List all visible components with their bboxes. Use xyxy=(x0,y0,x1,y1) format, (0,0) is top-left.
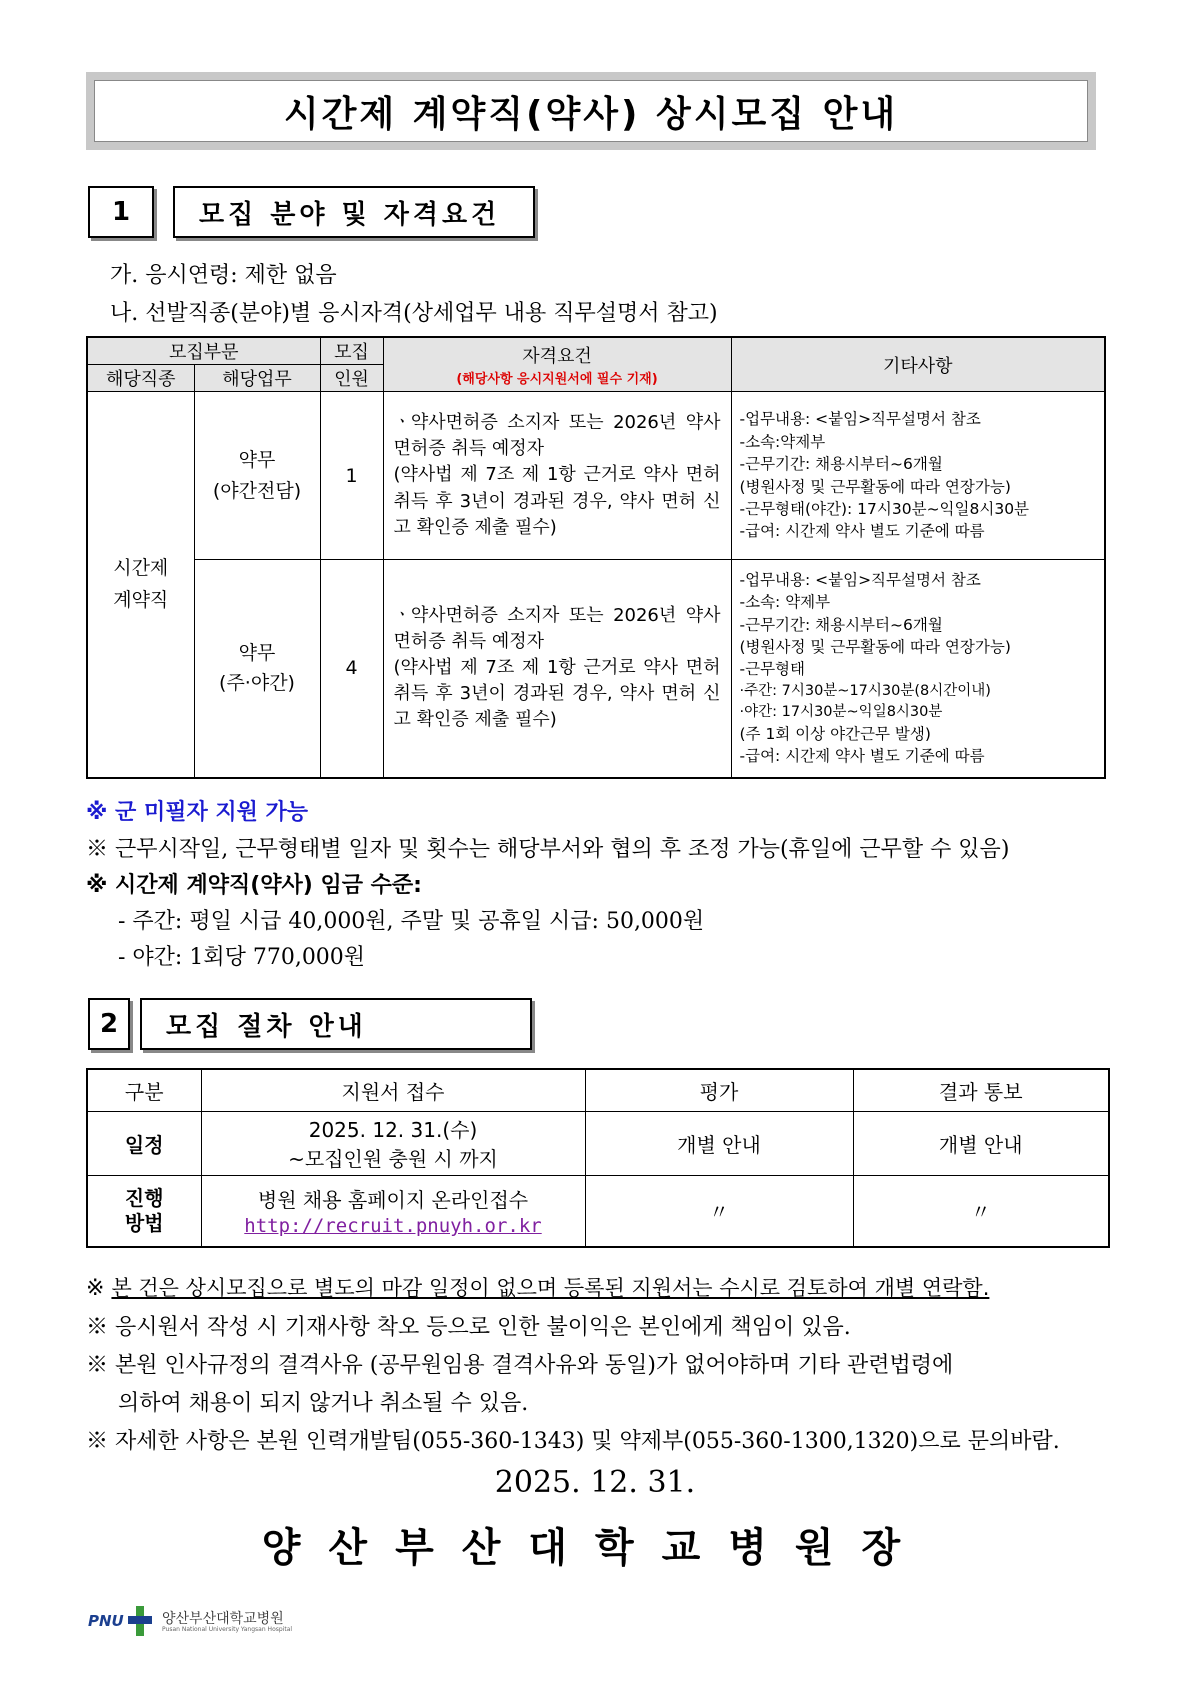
header-count-2: 인원 xyxy=(320,365,383,392)
etc-line: -소속: 약제부 xyxy=(739,593,831,612)
header-job-type: 해당직종 xyxy=(87,365,194,392)
job-sub: (야간전담) xyxy=(212,479,302,502)
qual-cell xyxy=(383,560,731,778)
qual-main: ㆍ약사면허증 소지자 또는 2026년 약사 면허증 취득 예정자 xyxy=(393,605,721,653)
logo-text xyxy=(162,1612,292,1633)
eval-method: 〃 xyxy=(585,1175,853,1247)
etc-line: (병원사정 및 근무활동에 따라 연장가능) xyxy=(739,638,1011,656)
row-label-method-1: 진행 xyxy=(124,1185,164,1210)
header-field: 모집부문 xyxy=(87,337,320,365)
note-2 xyxy=(86,1310,851,1341)
section-1-title: 모집 분야 및 자격요건 xyxy=(173,186,535,238)
etc-line: (주 1회 이상 야간근무 발생) xyxy=(739,724,931,743)
section-2-number: 2 xyxy=(88,998,130,1050)
etc-line: (병원사정 및 근무활동에 따라 연장가능) xyxy=(739,477,1011,496)
qual-detail: (약사법 제 7조 제 1항 근거로 약사 면허 취득 후 3년이 경과된 경우, 약사 면허 신고 확인증 제출 필수) xyxy=(393,657,721,731)
note-mark: ※ xyxy=(86,1276,105,1301)
row-label-method-2: 방법 xyxy=(124,1210,164,1235)
header-qual-note: (해당사항 응시지원서에 필수 기재) xyxy=(456,372,658,387)
job-sub: (주·야간) xyxy=(219,672,295,695)
etc-cell xyxy=(731,560,1105,778)
note-2-text: 응시원서 작성 시 기재사항 착오 등으로 인한 불이익은 본인에게 책임이 있음. xyxy=(115,1315,851,1340)
etc-line: -근무기간: 채용시부터~6개월 xyxy=(739,615,943,634)
procedure-table xyxy=(86,1068,1110,1248)
apply-method xyxy=(201,1175,585,1247)
etc-line: -소속:약제부 xyxy=(739,432,826,451)
count-cell: 1 xyxy=(320,392,383,560)
job-cell xyxy=(194,560,320,778)
note-mark: ※ xyxy=(86,1315,109,1340)
job-type-2: 계약직 xyxy=(113,589,169,612)
etc-line: -업무내용: <붙임>직무설명서 참조 xyxy=(739,410,981,429)
notice-date: 2025. 12. 31. xyxy=(494,1465,696,1500)
title-box xyxy=(86,72,1096,150)
apply-date: 2025. 12. 31.(수) xyxy=(308,1118,478,1142)
etc-line: -근무형태 xyxy=(739,660,805,679)
job-name: 약무 xyxy=(238,641,276,664)
wage-day: - 주간: 평일 시급 40,000원, 주말 및 공휴일 시급: 50,000원 xyxy=(118,909,705,934)
note-schedule: ※ 근무시작일, 근무형태별 일자 및 횟수는 해당부서와 협의 후 조정 가능(휴일에 근무할 수 있음) xyxy=(86,837,1010,862)
hospital-logo xyxy=(88,1606,292,1638)
note-military: ※ 군 미필자 지원 가능 xyxy=(86,800,309,825)
note-1-text: 본 건은 상시모집으로 별도의 마감 일정이 없으며 등록된 지원서는 수시로 검토하여 개별 연락함. xyxy=(111,1276,990,1300)
etc-line: ·주간: 7시30분~17시30분(8시간이내) xyxy=(739,682,991,699)
table-row xyxy=(87,1111,1109,1175)
apply-schedule xyxy=(201,1111,585,1175)
etc-line: -급여: 시간제 약사 별도 기준에 따름 xyxy=(739,522,985,541)
item-a: 가. 응시연령: 제한 없음 xyxy=(110,263,337,288)
result-schedule: 개별 안내 xyxy=(853,1111,1109,1175)
job-cell xyxy=(194,392,320,560)
count-cell: 4 xyxy=(320,560,383,778)
header-result: 결과 통보 xyxy=(853,1069,1109,1111)
header-job: 해당업무 xyxy=(194,365,320,392)
note-4-text: 자세한 사항은 본원 인력개발팀(055-360-1343) 및 약제부(055-360-1300,1320)으로 문의바람. xyxy=(115,1429,1060,1454)
wage-night: - 야간: 1회당 770,000원 xyxy=(118,945,366,970)
apply-until: ~모집인원 충원 시 까지 xyxy=(288,1147,498,1171)
result-method: 〃 xyxy=(853,1175,1109,1247)
logo-cross-icon xyxy=(128,1606,152,1636)
row-label-method xyxy=(87,1175,201,1247)
header-category: 구분 xyxy=(87,1069,201,1111)
item-b: 나. 선발직종(분야)별 응시자격(상세업무 내용 직무설명서 참고) xyxy=(110,301,718,326)
qual-cell xyxy=(383,392,731,560)
eval-schedule: 개별 안내 xyxy=(585,1111,853,1175)
job-type-1: 시간제 xyxy=(113,556,169,579)
etc-line: ·야간: 17시30분~익일8시30분 xyxy=(739,703,943,720)
job-name: 약무 xyxy=(238,449,276,472)
qual-detail: (약사법 제 7조 제 1항 근거로 약사 면허 취득 후 3년이 경과된 경우, 약사 면허 신고 확인증 제출 필수) xyxy=(393,464,721,538)
table-row xyxy=(87,560,1105,778)
note-3-text: 본원 인사규정의 결격사유 (공무원임용 결격사유와 동일)가 없어야하며 기타 관련법령에 xyxy=(115,1353,954,1378)
qualification-table xyxy=(86,336,1106,779)
logo-kr: 양산부산대학교병원 xyxy=(162,1610,284,1627)
apply-online: 병원 채용 홈페이지 온라인접수 xyxy=(257,1188,529,1213)
etc-line: -급여: 시간제 약사 별도 기준에 따름 xyxy=(739,747,985,766)
logo-pnu-text: PNU xyxy=(88,1612,124,1630)
header-apply: 지원서 접수 xyxy=(201,1069,585,1111)
row-label-schedule: 일정 xyxy=(87,1111,201,1175)
note-wage: ※ 시간제 계약직(약사) 임금 수준: xyxy=(86,873,422,898)
section-2-title: 모집 절차 안내 xyxy=(140,998,532,1050)
table-row xyxy=(87,1175,1109,1247)
etc-line: -업무내용: <붙임>직무설명서 참조 xyxy=(739,570,981,589)
note-4 xyxy=(86,1424,1060,1455)
etc-line: -근무기간: 채용시부터~6개월 xyxy=(739,455,943,474)
section-1-number: 1 xyxy=(88,186,154,238)
header-qual-label: 자격요건 xyxy=(522,346,592,367)
note-3 xyxy=(86,1348,953,1379)
page-title: 시간제 계약직(약사) 상시모집 안내 xyxy=(283,93,899,135)
note-1 xyxy=(86,1272,989,1302)
header-count-1: 모집 xyxy=(320,337,383,365)
note-3-cont: 의하여 채용이 되지 않거나 취소될 수 있음. xyxy=(118,1391,529,1416)
job-type-cell xyxy=(87,392,194,778)
header-eval: 평가 xyxy=(585,1069,853,1111)
logo-en: Pusan National University Yangsan Hospital xyxy=(162,1625,293,1633)
header-etc: 기타사항 xyxy=(731,337,1105,392)
qual-main: ㆍ약사면허증 소지자 또는 2026년 약사 면허증 취득 예정자 xyxy=(393,412,721,460)
hospital-name: 양산부산대학교병원장 xyxy=(261,1525,929,1571)
logo-mark xyxy=(88,1606,154,1638)
table-row xyxy=(87,392,1105,560)
recruit-link[interactable]: http://recruit.pnuyh.or.kr xyxy=(244,1215,542,1238)
note-mark: ※ xyxy=(86,1353,109,1378)
etc-cell xyxy=(731,392,1105,560)
header-qual xyxy=(383,337,731,392)
note-mark: ※ xyxy=(86,1429,109,1454)
etc-line: -근무형태(야간): 17시30분~익일8시30분 xyxy=(739,499,1030,518)
